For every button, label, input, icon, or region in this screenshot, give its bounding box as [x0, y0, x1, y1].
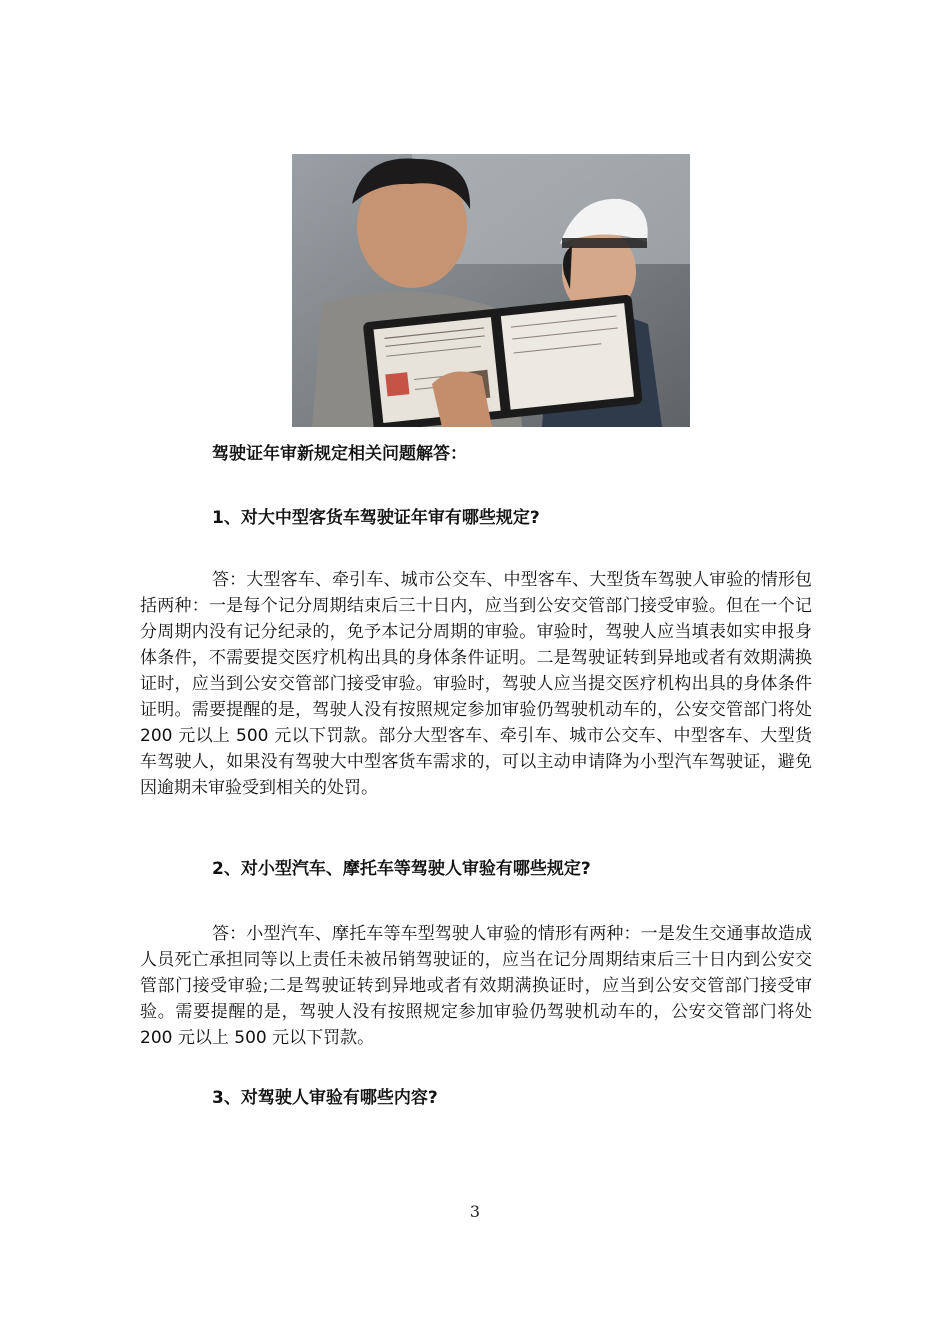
- answer-1-paragraph: 答：大型客车、牵引车、城市公交车、中型客车、大型货车驾驶人审验的情形包括两种：一是每个记分周期结束后三十日内，应当到公安交管部门接受审验。但在一个记分周期内没有记分纪录的，免予本记分周期的审验。审验时，驾驶人应当填表如实申报身体条件，不需要提交医疗机构出具的身体条件证明。二是驾驶证转到异地或者有效期满换证时，应当到公安交管部门接受审验。审验时，驾驶人应当提交医疗机构出具的身体条件证明。需要提醒的是，驾驶人没有按照规定参加审验仍驾驶机动车的，公安交管部门将处 200 元以上 500 元以下罚款。部分大型客车、牵引车、城市公交车、中型客车、大型货车驾驶人，如果没有驾驶大中型客货车需求的，可以主动申请降为小型汽车驾驶证，避免因逾期未审验受到相关的处罚。: [140, 570, 812, 798]
- document-title: 驾驶证年审新规定相关问题解答：: [212, 444, 467, 464]
- page-number: 3: [469, 1202, 481, 1221]
- question-3-heading: 3、对驾驶人审验有哪些内容?: [212, 1088, 438, 1108]
- answer-2-paragraph: 答：小型汽车、摩托车等车型驾驶人审验的情形有两种：一是发生交通事故造成人员死亡承担同等以上责任未被吊销驾驶证的，应当在记分周期结束后三十日内到公安交管部门接受审验;二是驾驶证转到异地或者有效期满换证时，应当到公安交管部门接受审验。需要提醒的是，驾驶人没有按照规定参加审验仍驾驶机动车的，公安交管部门将处 200 元以上 500 元以下罚款。: [140, 924, 812, 1048]
- license-photo: [292, 154, 690, 427]
- question-2-heading: 2、对小型汽车、摩托车等驾驶人审验有哪些规定?: [212, 859, 591, 879]
- question-1-heading: 1、对大中型客货车驾驶证年审有哪些规定?: [212, 508, 540, 528]
